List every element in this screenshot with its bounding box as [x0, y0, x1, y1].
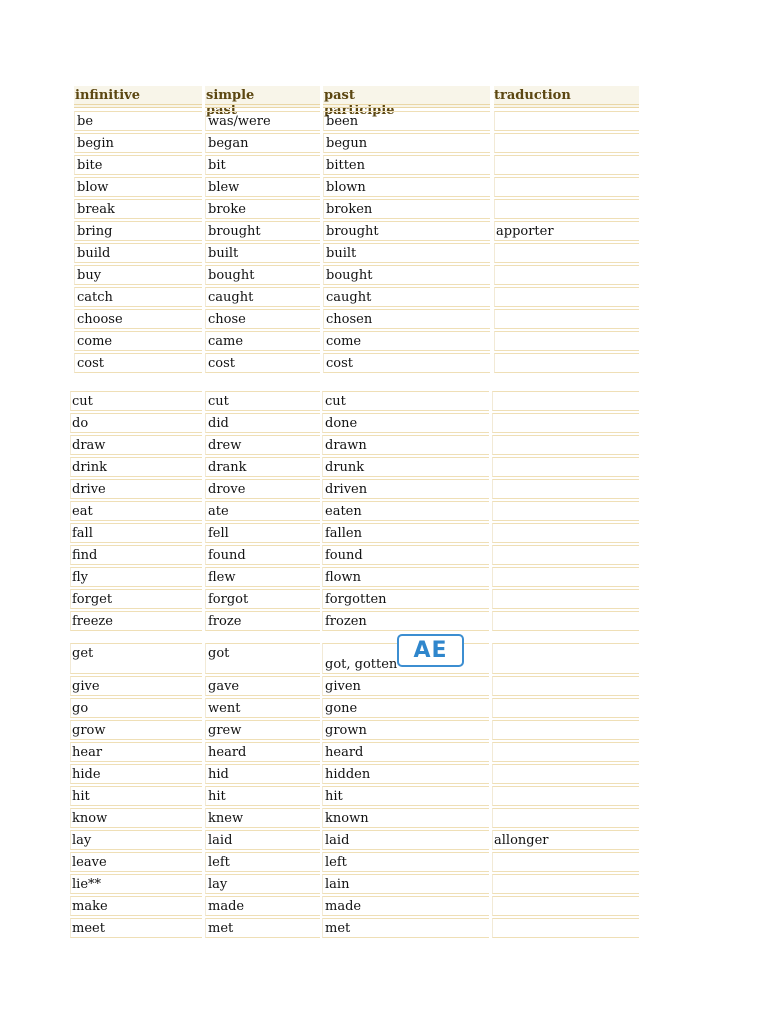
table-cell-traduction	[492, 611, 639, 631]
cell-text-infinitive: draw	[72, 438, 106, 453]
cell-text-simple-past: chose	[208, 312, 246, 327]
table-cell-traduction	[492, 852, 639, 872]
cell-text-past-participle: hit	[325, 789, 343, 804]
cell-text-simple-past: drank	[208, 460, 247, 475]
cell-text-simple-past: blew	[208, 180, 240, 195]
table-cell-infinitive	[70, 413, 202, 433]
cell-text-simple-past: bought	[208, 268, 255, 283]
cell-text-infinitive: fall	[72, 526, 93, 541]
cell-text-simple-past: broke	[208, 202, 246, 217]
cell-text-past-participle: drawn	[325, 438, 367, 453]
cell-text-infinitive: find	[72, 548, 98, 563]
header-rule	[494, 107, 639, 108]
header-rule	[323, 104, 490, 105]
table-cell-traduction	[492, 501, 639, 521]
cell-text-past-participle: come	[326, 334, 362, 349]
cell-text-infinitive: do	[72, 416, 89, 431]
cell-text-past-participle: done	[325, 416, 358, 431]
cell-text-infinitive: hide	[72, 767, 101, 782]
header-rule	[323, 107, 490, 108]
cell-text-simple-past: lay	[208, 877, 228, 892]
cell-text-past-participle: caught	[326, 290, 372, 305]
cell-text-infinitive: meet	[72, 921, 105, 936]
table-cell-infinitive	[70, 698, 202, 718]
table-cell-traduction	[494, 155, 639, 175]
table-cell-traduction	[494, 243, 639, 263]
table-cell-traduction	[492, 567, 639, 587]
table-cell-traduction	[492, 918, 639, 938]
cell-text-infinitive: catch	[77, 290, 113, 305]
cell-text-past-participle: been	[326, 114, 359, 129]
cell-text-infinitive: lie**	[72, 877, 102, 892]
cell-text-past-participle: given	[325, 679, 361, 694]
cell-text-past-participle: found	[325, 548, 363, 563]
cell-text-past-participle: driven	[325, 482, 368, 497]
cell-text-past-participle: cut	[325, 394, 346, 409]
cell-text-past-participle: lain	[325, 877, 350, 892]
cell-text-infinitive: hit	[72, 789, 90, 804]
cell-text-simple-past: was/were	[208, 114, 271, 129]
header-rule	[205, 107, 320, 108]
cell-text-simple-past: drew	[208, 438, 242, 453]
cell-text-infinitive: hear	[72, 745, 103, 760]
cell-text-past-participle: cost	[326, 356, 354, 371]
cell-text-simple-past: heard	[208, 745, 247, 760]
cell-text-past-participle: heard	[325, 745, 364, 760]
cell-text-infinitive: fly	[72, 570, 89, 585]
table-cell-traduction	[492, 413, 639, 433]
cell-text-past-participle: broken	[326, 202, 373, 217]
table-cell-traduction	[494, 353, 639, 373]
cell-text-past-participle: known	[325, 811, 369, 826]
table-cell-traduction	[494, 331, 639, 351]
cell-text-simple-past: gave	[208, 679, 240, 694]
cell-text-traduction: apporter	[496, 224, 554, 239]
table-cell-traduction	[492, 874, 639, 894]
ae-badge-label: AE	[413, 638, 448, 663]
table-cell-past-participle	[322, 391, 489, 411]
table-cell-traduction	[494, 133, 639, 153]
cell-text-past-participle: made	[325, 899, 362, 914]
cell-text-simple-past: began	[208, 136, 249, 151]
header-infinitive: infinitive	[75, 88, 140, 103]
table-cell-traduction	[492, 786, 639, 806]
table-cell-traduction	[492, 545, 639, 565]
table-cell-traduction	[492, 457, 639, 477]
cell-text-infinitive: bring	[77, 224, 113, 239]
cell-text-traduction: allonger	[494, 833, 549, 848]
cell-text-infinitive: grow	[72, 723, 106, 738]
header-rule	[74, 107, 202, 108]
cell-text-past-participle: bitten	[326, 158, 365, 173]
cell-text-infinitive: cut	[72, 394, 93, 409]
cell-text-simple-past: made	[208, 899, 245, 914]
table-cell-traduction	[492, 391, 639, 411]
cell-text-simple-past: knew	[208, 811, 244, 826]
table-cell-traduction	[494, 111, 639, 131]
cell-text-simple-past: caught	[208, 290, 254, 305]
cell-text-infinitive: freeze	[72, 614, 113, 629]
cell-text-simple-past: fell	[208, 526, 229, 541]
table-cell-traduction	[492, 479, 639, 499]
cell-text-simple-past: hit	[208, 789, 226, 804]
cell-text-infinitive: begin	[77, 136, 114, 151]
cell-text-past-participle: bought	[326, 268, 373, 283]
cell-text-infinitive: forget	[72, 592, 113, 607]
ae-badge-icon	[397, 634, 464, 667]
table-cell-traduction	[492, 808, 639, 828]
cell-text-simple-past: built	[208, 246, 239, 261]
cell-text-simple-past: found	[208, 548, 246, 563]
cell-text-past-participle: eaten	[325, 504, 362, 519]
cell-text-infinitive: bite	[77, 158, 103, 173]
cell-text-simple-past: met	[208, 921, 234, 936]
cell-text-infinitive: give	[72, 679, 100, 694]
cell-text-simple-past: got	[208, 646, 230, 661]
cell-text-simple-past: froze	[208, 614, 242, 629]
cell-text-simple-past: drove	[208, 482, 246, 497]
table-cell-traduction	[492, 720, 639, 740]
header-traduction: traduction	[494, 88, 571, 103]
table-cell-traduction	[494, 309, 639, 329]
table-cell-traduction	[492, 523, 639, 543]
cell-text-infinitive: be	[77, 114, 94, 129]
cell-text-infinitive: build	[77, 246, 111, 261]
cell-text-past-participle: met	[325, 921, 351, 936]
cell-text-infinitive: buy	[77, 268, 102, 283]
cell-text-simple-past: flew	[208, 570, 236, 585]
cell-text-past-participle: hidden	[325, 767, 371, 782]
header-past-participle: past participle	[324, 88, 395, 118]
cell-text-past-participle: left	[325, 855, 347, 870]
cell-text-infinitive: come	[77, 334, 113, 349]
cell-text-past-participle: fallen	[325, 526, 362, 541]
cell-text-simple-past: ate	[208, 504, 229, 519]
cell-text-simple-past: cost	[208, 356, 236, 371]
table-cell-traduction	[494, 199, 639, 219]
header-rule	[74, 104, 202, 105]
cell-text-past-participle: frozen	[325, 614, 367, 629]
cell-text-past-participle: begun	[326, 136, 368, 151]
cell-text-past-participle: brought	[326, 224, 379, 239]
table-cell-traduction	[492, 742, 639, 762]
table-cell-traduction	[494, 265, 639, 285]
cell-text-past-participle: flown	[325, 570, 361, 585]
cell-text-infinitive: drive	[72, 482, 106, 497]
cell-text-infinitive: go	[72, 701, 89, 716]
cell-text-infinitive: drink	[72, 460, 107, 475]
table-cell-traduction	[494, 177, 639, 197]
cell-text-infinitive: eat	[72, 504, 93, 519]
cell-text-infinitive: get	[72, 646, 94, 661]
table-cell-traduction	[492, 676, 639, 696]
table-cell-traduction	[494, 287, 639, 307]
table-cell-traduction	[492, 589, 639, 609]
cell-text-simple-past: brought	[208, 224, 261, 239]
cell-text-simple-past: bit	[208, 158, 226, 173]
table-cell-past-participle	[322, 852, 489, 872]
cell-text-simple-past: left	[208, 855, 230, 870]
cell-text-past-participle: built	[326, 246, 357, 261]
cell-text-simple-past: forgot	[208, 592, 249, 607]
cell-text-past-participle: gone	[325, 701, 358, 716]
cell-text-infinitive: know	[72, 811, 108, 826]
cell-text-simple-past: did	[208, 416, 229, 431]
table-cell-infinitive	[70, 567, 202, 587]
cell-text-infinitive: lay	[72, 833, 92, 848]
cell-text-infinitive: cost	[77, 356, 105, 371]
cell-text-simple-past: hid	[208, 767, 229, 782]
table-cell-traduction	[492, 764, 639, 784]
cell-text-past-participle: drunk	[325, 460, 365, 475]
table-cell-traduction	[492, 435, 639, 455]
cell-text-past-participle: forgotten	[325, 592, 387, 607]
table-cell-infinitive	[74, 111, 202, 131]
cell-text-past-participle: chosen	[326, 312, 373, 327]
cell-text-infinitive: make	[72, 899, 108, 914]
cell-text-simple-past: came	[208, 334, 244, 349]
header-rule	[494, 104, 639, 105]
cell-text-simple-past: went	[208, 701, 241, 716]
header-rule	[205, 104, 320, 105]
cell-text-infinitive: choose	[77, 312, 123, 327]
cell-text-past-participle: laid	[325, 833, 350, 848]
cell-text-infinitive: blow	[77, 180, 109, 195]
cell-text-infinitive: leave	[72, 855, 107, 870]
table-cell-traduction	[492, 643, 639, 674]
cell-text-simple-past: laid	[208, 833, 233, 848]
cell-text-simple-past: grew	[208, 723, 242, 738]
header-simple-past: simple past	[206, 88, 255, 118]
cell-text-past-participle: got, gotten	[325, 657, 398, 672]
table-cell-traduction	[492, 896, 639, 916]
table-cell-traduction	[492, 698, 639, 718]
cell-text-past-participle: blown	[326, 180, 366, 195]
cell-text-past-participle: grown	[325, 723, 367, 738]
cell-text-simple-past: cut	[208, 394, 229, 409]
table-cell-past-participle	[322, 786, 489, 806]
cell-text-infinitive: break	[77, 202, 115, 217]
